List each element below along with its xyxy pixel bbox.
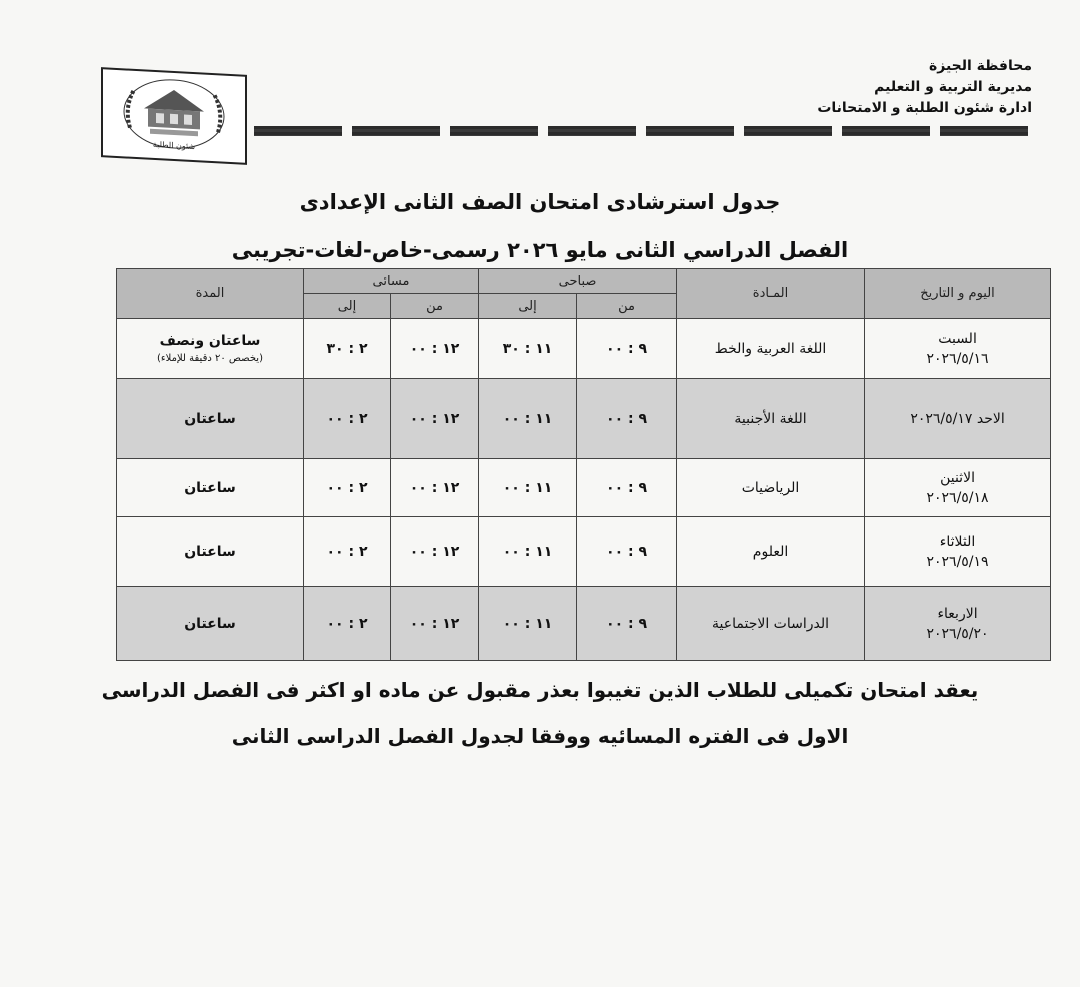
- day-name: الثلاثاء: [939, 533, 976, 550]
- day-cell: [865, 379, 1051, 459]
- day-cell: [865, 459, 1051, 517]
- evening-to: ٢ : ٣٠: [304, 319, 391, 379]
- evening-from: ١٢ : ٠٠: [391, 379, 479, 459]
- morning-from: ٩ : ٠٠: [577, 459, 677, 517]
- table-row: [117, 379, 1051, 459]
- day-name: الاحد: [976, 410, 1005, 427]
- day-name: السبت: [938, 330, 977, 347]
- morning-to: ١١ : ٠٠: [479, 517, 577, 587]
- day-cell: [865, 517, 1051, 587]
- page-title: جدول استرشادى امتحان الصف الثانى الإعدادى: [299, 190, 781, 214]
- day-cell: [865, 319, 1051, 379]
- logo-caption: شئون الطلبة: [152, 139, 196, 152]
- header-morning-from: من: [577, 294, 677, 319]
- subject-cell: اللغة العربية والخط: [677, 319, 865, 379]
- duration-cell: ساعتان: [117, 587, 304, 661]
- exam-date: ٢٠٢٦/٥/١٧: [910, 410, 973, 427]
- day-cell: [865, 587, 1051, 661]
- header-evening-to: إلى: [304, 294, 391, 319]
- morning-from: ٩ : ٠٠: [577, 319, 677, 379]
- header-divider: [254, 126, 1030, 136]
- evening-from: ١٢ : ٠٠: [391, 517, 479, 587]
- header-subject: المـادة: [677, 269, 865, 319]
- header-duration: المدة: [117, 269, 304, 319]
- table-row: [117, 459, 1051, 517]
- exam-schedule-table: [116, 268, 1051, 661]
- table-row: [117, 587, 1051, 661]
- header-evening: مسائى: [304, 269, 479, 294]
- department-label: ادارة شئون الطلبة و الامتحانات: [817, 100, 1032, 116]
- evening-from: ١٢ : ٠٠: [391, 319, 479, 379]
- morning-to: ١١ : ٣٠: [479, 319, 577, 379]
- morning-from: ٩ : ٠٠: [577, 517, 677, 587]
- morning-from: ٩ : ٠٠: [577, 587, 677, 661]
- makeup-exam-note-continued: الاول فى الفتره المسائيه ووفقا لجدول الفصل الدراسى الثانى: [231, 724, 849, 748]
- header-morning: صباحى: [479, 269, 677, 294]
- morning-to: ١١ : ٠٠: [479, 459, 577, 517]
- exam-date: ٢٠٢٦/٥/١٩: [926, 553, 989, 570]
- page-subtitle: الفصل الدراسي الثانى مايو ٢٠٢٦ رسمى-خاص-لغات-تجريبى: [231, 238, 849, 262]
- evening-to: ٢ : ٠٠: [304, 459, 391, 517]
- duration-cell: ساعتان: [117, 379, 304, 459]
- morning-from: ٩ : ٠٠: [577, 379, 677, 459]
- duration-text: ساعتان ونصف: [159, 333, 261, 349]
- directorate-header: [817, 56, 1032, 119]
- evening-from: ١٢ : ٠٠: [391, 459, 479, 517]
- duration-cell: [117, 319, 304, 379]
- exam-date: ٢٠٢٦/٥/١٨: [926, 489, 989, 506]
- day-name: الاثنين: [940, 469, 975, 486]
- morning-to: ١١ : ٠٠: [479, 587, 577, 661]
- evening-to: ٢ : ٠٠: [304, 587, 391, 661]
- table-row: [117, 319, 1051, 379]
- subject-cell: الرياضيات: [677, 459, 865, 517]
- header-morning-to: إلى: [479, 294, 577, 319]
- makeup-exam-note: يعقد امتحان تكميلى للطلاب الذين تغيبوا بعذر مقبول عن ماده او اكثر فى الفصل الدراسى: [101, 678, 979, 702]
- duration-cell: ساعتان: [117, 517, 304, 587]
- exam-date: ٢٠٢٦/٥/٢٠: [926, 625, 989, 642]
- dictation-note: (يخصص ٢٠ دقيقة للإملاء): [157, 353, 263, 364]
- header-day: اليوم و التاريخ: [865, 269, 1051, 319]
- table-row: [117, 517, 1051, 587]
- department-logo: [100, 66, 248, 166]
- subject-cell: العلوم: [677, 517, 865, 587]
- exam-date: ٢٠٢٦/٥/١٦: [926, 350, 989, 367]
- evening-to: ٢ : ٠٠: [304, 379, 391, 459]
- morning-to: ١١ : ٠٠: [479, 379, 577, 459]
- header-evening-from: من: [391, 294, 479, 319]
- duration-cell: ساعتان: [117, 459, 304, 517]
- governorate-label: محافظة الجيزة: [928, 58, 1032, 74]
- subject-cell: الدراسات الاجتماعية: [677, 587, 865, 661]
- directorate-label: مديرية التربية و التعليم: [874, 79, 1032, 95]
- subject-cell: اللغة الأجنبية: [677, 379, 865, 459]
- evening-from: ١٢ : ٠٠: [391, 587, 479, 661]
- day-name: الاربعاء: [937, 605, 978, 622]
- evening-to: ٢ : ٠٠: [304, 517, 391, 587]
